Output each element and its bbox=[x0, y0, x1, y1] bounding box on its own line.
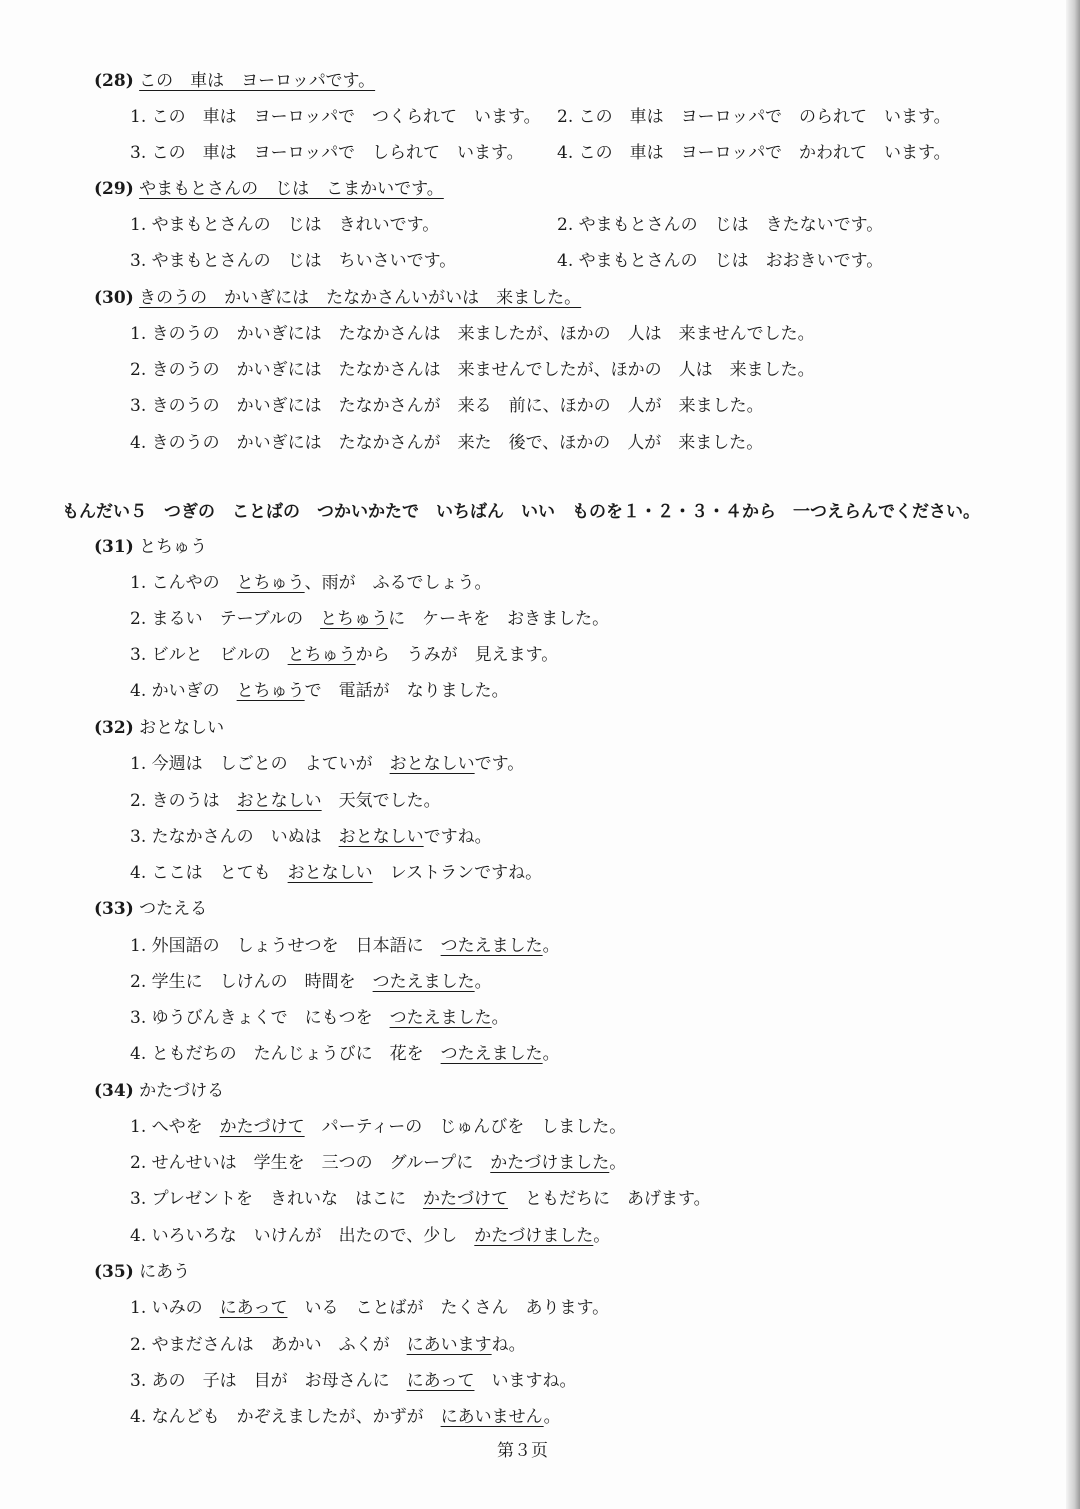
q35-o4-post: 。 bbox=[543, 1407, 561, 1427]
q31-o4-target: とちゅう bbox=[236, 681, 305, 701]
q28-option-4: 4. この 車は ヨーロッパで かわれて います。 bbox=[557, 143, 951, 163]
q35-heading bbox=[94, 1260, 190, 1284]
q33-o4-pre: 4. ともだちの たんじょうびに 花を bbox=[130, 1044, 441, 1064]
q33-o1-target: つたえました bbox=[440, 936, 543, 956]
q35-o1-target: にあって bbox=[219, 1298, 288, 1318]
q32-o1-post: です。 bbox=[474, 754, 525, 774]
q31-heading bbox=[94, 535, 207, 559]
q34-o2-pre: 2. せんせいは 学生を 三つの グループに bbox=[130, 1153, 491, 1173]
q30-stem bbox=[94, 286, 581, 310]
q32-o2-post: 天気でした。 bbox=[321, 791, 441, 811]
q28-option-2: 2. この 車は ヨーロッパで のられて います。 bbox=[557, 107, 951, 127]
q34-o2-target: かたづけました bbox=[490, 1153, 610, 1173]
q31-o1-target: とちゅう bbox=[236, 573, 305, 593]
q29-option-2: 2. やまもとさんの じは きたないです。 bbox=[557, 215, 884, 235]
q32-option-3 bbox=[130, 825, 492, 849]
q29-stem-text: やまもとさんの じは こまかいです。 bbox=[139, 179, 444, 199]
section-5-instructions: もんだい５ つぎの ことばの つかいかたで いちばん いい ものを１・２・３・４から 一つえらんでください。 bbox=[62, 502, 980, 522]
q28-option-3: 3. この 車は ヨーロッパで しられて います。 bbox=[130, 143, 524, 163]
q35-o3-pre: 3. あの 子は 目が お母さんに bbox=[130, 1371, 407, 1391]
q35-option-1 bbox=[130, 1296, 609, 1320]
q35-o4-target: にあいません bbox=[440, 1407, 544, 1427]
q34-o3-post: ともだちに あげます。 bbox=[507, 1189, 711, 1209]
q34-word: かたづける bbox=[139, 1081, 225, 1101]
q32-option-2 bbox=[130, 789, 441, 813]
q28-number: (28) bbox=[94, 71, 134, 91]
q33-option-4 bbox=[130, 1042, 560, 1066]
q32-o1-target: おとなしい bbox=[389, 754, 475, 774]
q35-option-3 bbox=[130, 1369, 576, 1393]
q31-o1-post: 、雨が ふるでしょう。 bbox=[304, 573, 492, 593]
q30-number: (30) bbox=[94, 288, 134, 308]
q31-o2-pre: 2. まるい テーブルの bbox=[130, 609, 321, 629]
q35-o1-pre: 1. いみの bbox=[130, 1298, 220, 1318]
q32-o4-post: レストランですね。 bbox=[372, 863, 543, 883]
q33-number: (33) bbox=[94, 899, 134, 919]
q28-option-1: 1. この 車は ヨーロッパで つくられて います。 bbox=[130, 107, 541, 127]
q32-option-1 bbox=[130, 752, 524, 776]
q33-heading bbox=[94, 897, 207, 921]
q35-o1-post: いる ことばが たくさん あります。 bbox=[287, 1298, 610, 1318]
q31-option-4 bbox=[130, 679, 509, 703]
q32-heading bbox=[94, 716, 224, 740]
q33-o3-target: つたえました bbox=[389, 1008, 492, 1028]
q35-option-2 bbox=[130, 1333, 526, 1357]
q34-o1-post: パーティーの じゅんびを しました。 bbox=[304, 1117, 627, 1137]
q35-o4-pre: 4. なんども かぞえましたが、かずが bbox=[130, 1407, 441, 1427]
q33-option-3 bbox=[130, 1006, 509, 1030]
q34-option-1 bbox=[130, 1115, 626, 1139]
q34-option-3 bbox=[130, 1187, 711, 1211]
q30-option-2: 2. きのうの かいぎには たなかさんは 来ませんでしたが、ほかの 人は 来ました。 bbox=[130, 360, 815, 380]
q31-option-2 bbox=[130, 607, 609, 631]
q33-o4-target: つたえました bbox=[440, 1044, 543, 1064]
q33-o2-pre: 2. 学生に しけんの 時間を bbox=[130, 972, 373, 992]
q34-o1-pre: 1. へやを bbox=[130, 1117, 220, 1137]
q34-option-4 bbox=[130, 1224, 610, 1248]
q31-option-3 bbox=[130, 643, 558, 667]
q32-word: おとなしい bbox=[139, 718, 225, 738]
q31-o4-pre: 4. かいぎの bbox=[130, 681, 237, 701]
q32-option-4 bbox=[130, 861, 542, 885]
q29-option-3: 3. やまもとさんの じは ちいさいです。 bbox=[130, 251, 457, 271]
page-edge-shadow bbox=[1066, 0, 1080, 1509]
q32-number: (32) bbox=[94, 718, 134, 738]
q33-o2-post: 。 bbox=[474, 972, 492, 992]
q30-option-1: 1. きのうの かいぎには たなかさんは 来ましたが、ほかの 人は 来ませんでした。 bbox=[130, 324, 815, 344]
q35-o3-target: にあって bbox=[406, 1371, 475, 1391]
q34-o2-post: 。 bbox=[609, 1153, 627, 1173]
q29-option-4: 4. やまもとさんの じは おおきいです。 bbox=[557, 251, 884, 271]
q30-option-3: 3. きのうの かいぎには たなかさんが 来る 前に、ほかの 人が 来ました。 bbox=[130, 396, 764, 416]
q33-o2-target: つたえました bbox=[372, 972, 475, 992]
q31-word: とちゅう bbox=[139, 537, 208, 557]
q32-o3-pre: 3. たなかさんの いぬは bbox=[130, 827, 339, 847]
q34-number: (34) bbox=[94, 1081, 134, 1101]
q31-o2-target: とちゅう bbox=[320, 609, 389, 629]
q33-o1-pre: 1. 外国語の しょうせつを 日本語に bbox=[130, 936, 441, 956]
q34-o4-post: 。 bbox=[593, 1226, 611, 1246]
q31-o3-post: から うみが 見えます。 bbox=[355, 645, 559, 665]
q35-o2-target: にあいます bbox=[406, 1335, 492, 1355]
q31-o3-target: とちゅう bbox=[287, 645, 356, 665]
q31-number: (31) bbox=[94, 537, 134, 557]
q33-o4-post: 。 bbox=[542, 1044, 560, 1064]
q31-option-1 bbox=[130, 571, 491, 595]
q33-option-2 bbox=[130, 970, 492, 994]
q34-o4-pre: 4. いろいろな いけんが 出たので、少し bbox=[130, 1226, 475, 1246]
q31-o3-pre: 3. ビルと ビルの bbox=[130, 645, 288, 665]
q33-o3-pre: 3. ゆうびんきょくで にもつを bbox=[130, 1008, 390, 1028]
page-number: 第３页 bbox=[497, 1441, 548, 1461]
q29-option-1: 1. やまもとさんの じは きれいです。 bbox=[130, 215, 440, 235]
q29-stem bbox=[94, 177, 444, 201]
q32-o4-target: おとなしい bbox=[287, 863, 373, 883]
q32-o1-pre: 1. 今週は しごとの よていが bbox=[130, 754, 390, 774]
q28-stem bbox=[94, 69, 375, 93]
q34-heading bbox=[94, 1079, 224, 1103]
q35-word: にあう bbox=[139, 1262, 191, 1282]
q33-o3-post: 。 bbox=[491, 1008, 509, 1028]
q31-o1-pre: 1. こんやの bbox=[130, 573, 237, 593]
q33-word: つたえる bbox=[139, 899, 208, 919]
q31-o2-post: に ケーキを おきました。 bbox=[388, 609, 610, 629]
q35-o2-post: ね。 bbox=[491, 1335, 526, 1355]
q30-option-4: 4. きのうの かいぎには たなかさんが 来た 後で、ほかの 人が 来ました。 bbox=[130, 433, 764, 453]
q34-o3-target: かたづけて bbox=[422, 1189, 508, 1209]
q34-o3-pre: 3. プレゼントを きれいな はこに bbox=[130, 1189, 423, 1209]
q32-o2-target: おとなしい bbox=[236, 791, 322, 811]
q30-stem-text: きのうの かいぎには たなかさんいがいは 来ました。 bbox=[139, 288, 582, 308]
q33-o1-post: 。 bbox=[542, 936, 560, 956]
q32-o2-pre: 2. きのうは bbox=[130, 791, 237, 811]
q29-number: (29) bbox=[94, 179, 134, 199]
q31-o4-post: で 電話が なりました。 bbox=[304, 681, 509, 701]
q32-o3-post: ですね。 bbox=[423, 827, 492, 847]
q32-o4-pre: 4. ここは とても bbox=[130, 863, 288, 883]
q35-option-4 bbox=[130, 1405, 561, 1429]
q35-number: (35) bbox=[94, 1262, 134, 1282]
q35-o3-post: いますね。 bbox=[474, 1371, 577, 1391]
q32-o3-target: おとなしい bbox=[338, 827, 424, 847]
q28-stem-text: この 車は ヨーロッパです。 bbox=[139, 71, 376, 91]
q33-option-1 bbox=[130, 934, 560, 958]
q34-o4-target: かたづけました bbox=[474, 1226, 594, 1246]
q35-o2-pre: 2. やまださんは あかい ふくが bbox=[130, 1335, 407, 1355]
q34-o1-target: かたづけて bbox=[219, 1117, 305, 1137]
q34-option-2 bbox=[130, 1151, 626, 1175]
